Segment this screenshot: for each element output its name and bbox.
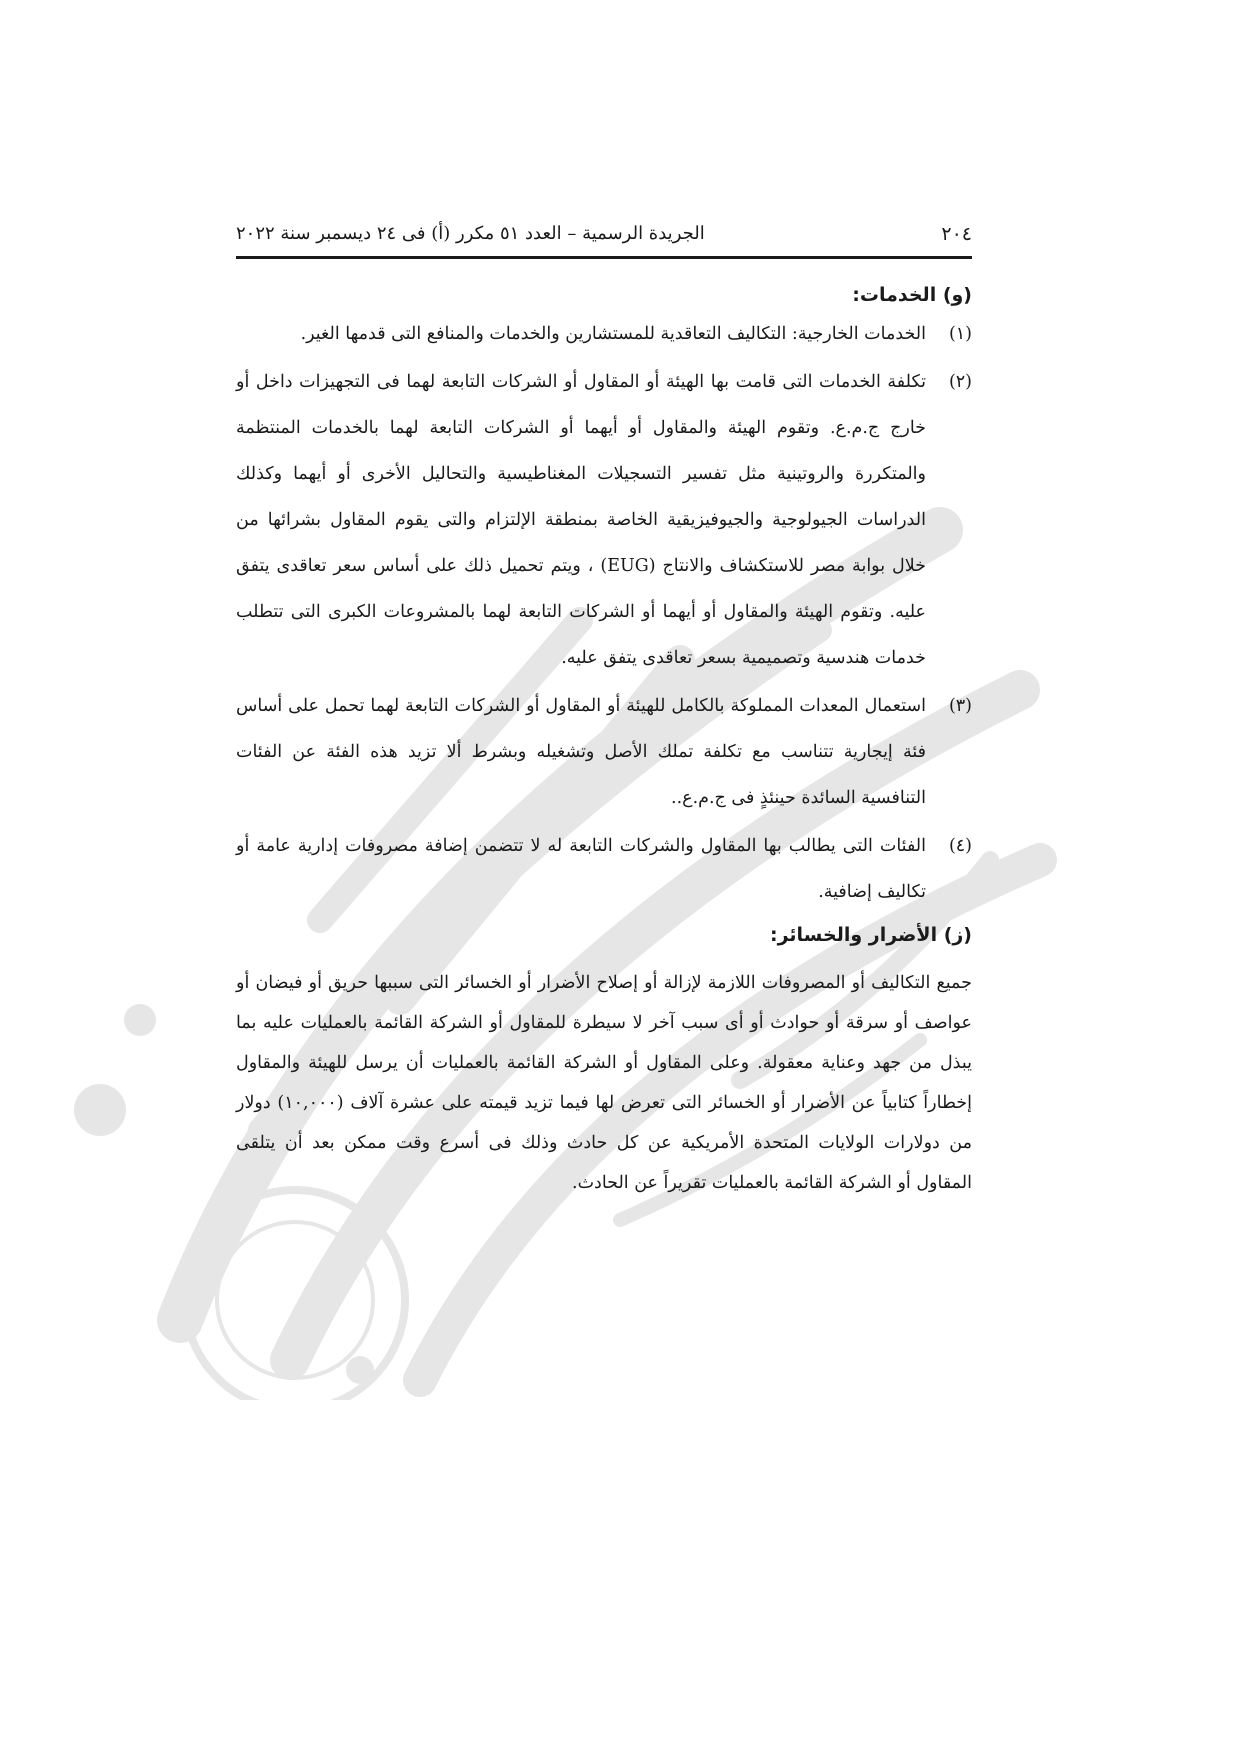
page-number: ٢٠٤ xyxy=(941,223,972,245)
item-text: استعمال المعدات المملوكة بالكامل للهيئة أو المقاول أو الشركات التابعة لهما تحمل على أساس فئة إيجارية تتناسب مع تكلفة تملك الأصل وتشغيله وبشرط ألا تزيد هذه الفئة عن الفئات التنافسية السائدة حينئذٍ فى ج.م.ع.. xyxy=(236,696,926,808)
item-text: الخدمات الخارجية: التكاليف التعاقدية للمستشارين والخدمات والمنافع التى قدمها الغير. xyxy=(300,324,926,344)
page-header xyxy=(236,222,972,259)
item-text: الفئات التى يطالب بها المقاول والشركات التابعة له لا تتضمن إضافة مصروفات إدارية عامة أو تكاليف إضافية. xyxy=(236,836,926,902)
publication-line: الجريدة الرسمية – العدد ٥١ مكرر (أ) فى ٢٤ ديسمبر سنة ٢٠٢٢ xyxy=(236,223,705,244)
item-number: (٢) xyxy=(948,372,972,392)
section-title-damages: (ز) الأضرار والخسائر: xyxy=(770,924,972,946)
list-item xyxy=(236,311,972,357)
item-number: (٤) xyxy=(948,836,972,856)
section-title-services: (و) الخدمات: xyxy=(852,284,972,306)
item-number: (١) xyxy=(948,324,972,344)
item-text: تكلفة الخدمات التى قامت بها الهيئة أو المقاول أو الشركات التابعة لهما فى التجهيزات داخل أو خارج ج.م.ع. وتقوم الهيئة والمقاول أو أيهما أو الشركات التابعة لهما بالخدمات المنتظمة والمتكررة والروتينية مثل تفسير التسجيلات المغناطيسية والتحاليل الأخرى أو أيهما وكذلك الدراسات الجيولوجية والجيوفيزيقية الخاصة بمنطقة الإلتزام والتى يقوم المقاول بشرائها من خلال بوابة مصر للاستكشاف والانتاج (EUG) ، ويتم تحميل ذلك على أساس سعر تعاقدى يتفق عليه. وتقوم الهيئة والمقاول أو أيهما أو الشركات التابعة لهما بالمشروعات الكبرى التى تتطلب خدمات هندسية وتصميمية بسعر تعاقدى يتفق عليه. xyxy=(236,372,927,668)
document-page xyxy=(236,222,972,1203)
list-item xyxy=(236,823,972,915)
item-number: (٣) xyxy=(948,696,972,716)
list-item xyxy=(236,359,972,681)
damages-paragraph: جميع التكاليف أو المصروفات اللازمة لإزالة أو إصلاح الأضرار أو الخسائر التى سببها حريق أو فيضان أو عواصف أو سرقة أو حوادث أو أى سبب آخر لا سيطرة للمقاول أو الشركة القائمة بالعمليات عليه بما يبذل من جهد وعناية معقولة. وعلى المقاول أو الشركة القائمة بالعمليات أن يرسل للهيئة والمقاول إخطاراً كتابياً عن الأضرار أو الخسائر التى تعرض لها فيما تزيد قيمته على عشرة آلاف (١٠,٠٠٠) دولار من دولارات الولايات المتحدة الأمريكية عن كل حادث وذلك فى أسرع وقت ممكن بعد أن يتلقى المقاول أو الشركة القائمة بالعمليات تقريراً عن الحادث. xyxy=(236,973,972,1193)
list-item xyxy=(236,683,972,821)
